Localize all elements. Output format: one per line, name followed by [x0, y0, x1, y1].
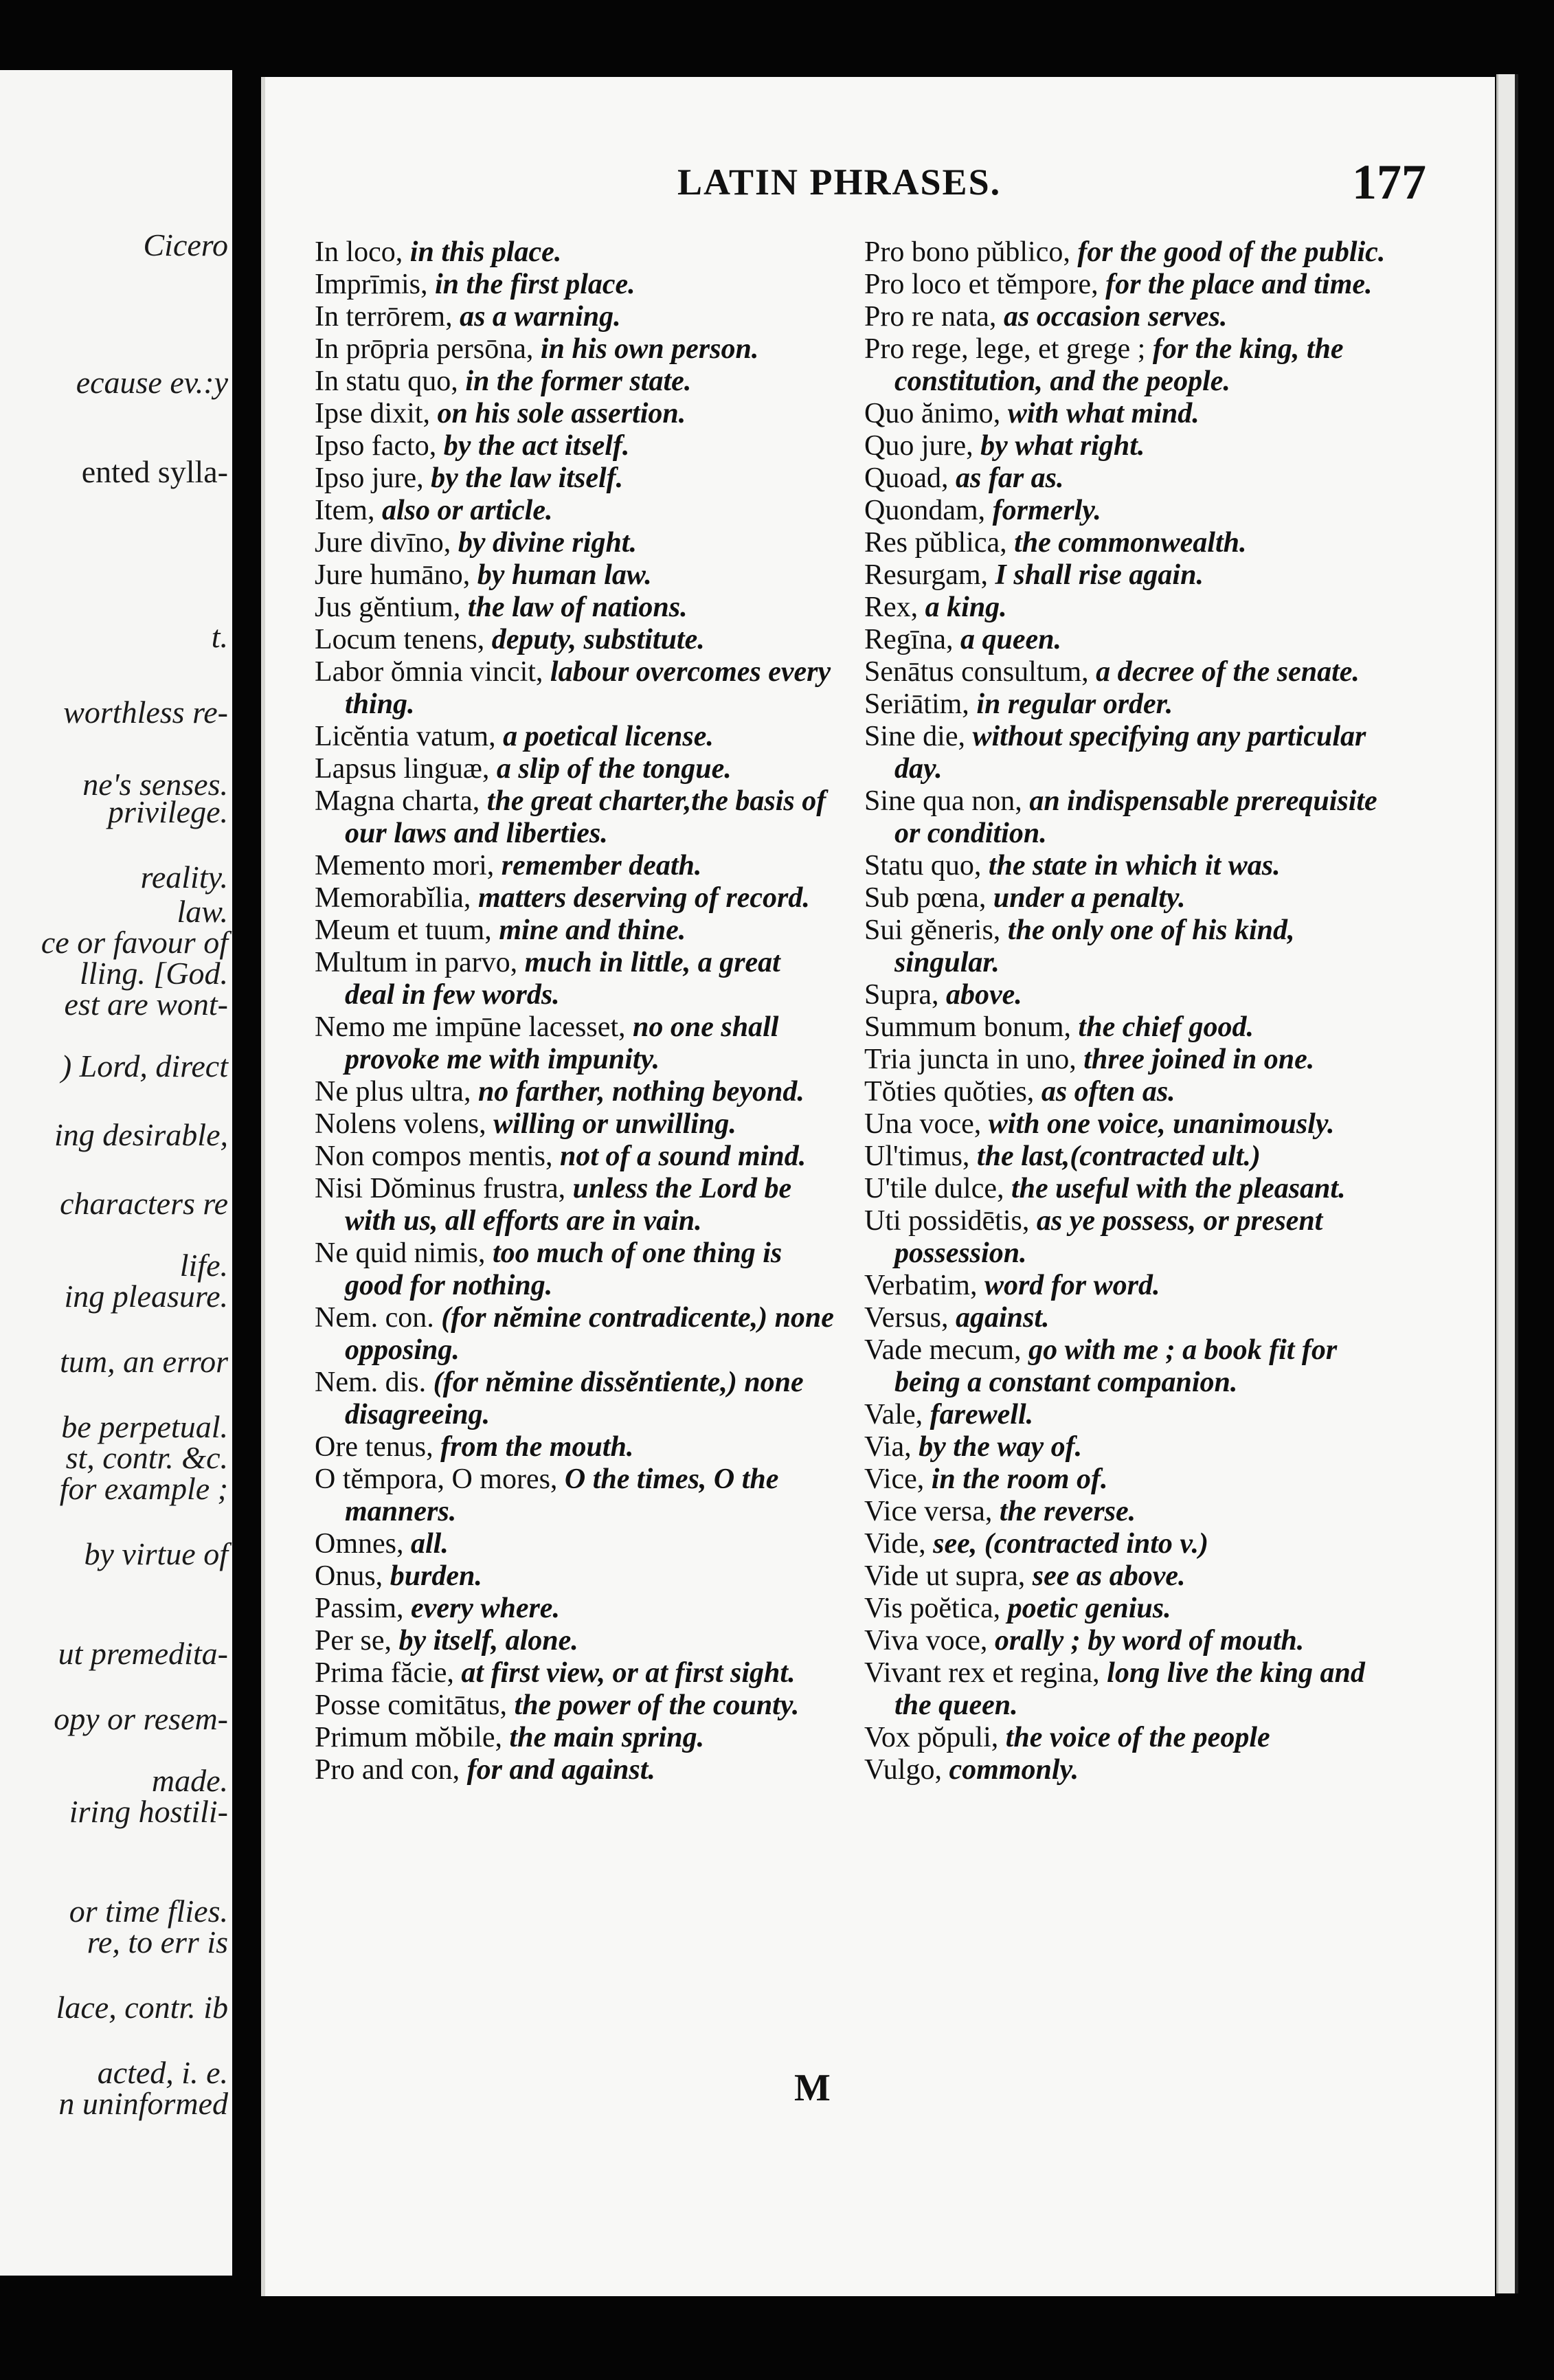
- phrase-entry: [864, 1173, 1386, 1205]
- phrase-definition: by what right.: [973, 430, 1145, 462]
- phrase-definition: for the good of the public.: [1070, 236, 1386, 268]
- phrase-entry: [864, 624, 1386, 656]
- phrase-definition: the voice of the people: [998, 1722, 1270, 1753]
- phrase-term: Vice versa,: [864, 1496, 993, 1527]
- phrase-entry: [315, 495, 837, 527]
- phrase-entry: [315, 882, 837, 914]
- facing-page-fragment: worthless re-: [63, 695, 228, 730]
- phrase-entry: [864, 1011, 1386, 1044]
- phrase-term: Primum mŏbile,: [315, 1722, 502, 1753]
- phrase-term: Pro and con,: [315, 1754, 460, 1786]
- phrase-term: Verbatim,: [864, 1270, 978, 1301]
- phrase-entry: [315, 1625, 837, 1657]
- facing-page: [0, 70, 232, 2276]
- phrase-entry: [315, 850, 837, 882]
- phrase-definition: in this place.: [403, 236, 562, 268]
- phrase-definition: orally ; by word of mouth.: [987, 1625, 1305, 1657]
- phrase-definition: in the room of.: [924, 1463, 1108, 1495]
- phrase-definition: as often as.: [1034, 1076, 1175, 1108]
- phrase-term: Nisi Dŏminus frustra,: [315, 1173, 566, 1204]
- phrase-entry: [315, 430, 837, 462]
- phrase-definition: the main spring.: [502, 1722, 705, 1753]
- facing-page-fragment: re, to err is: [87, 1924, 228, 1960]
- phrase-term: Jure humāno,: [315, 559, 471, 591]
- phrase-definition: a queen.: [953, 624, 1061, 655]
- facing-page-fragment: st, contr. &c.: [65, 1440, 228, 1475]
- phrase-definition: remember death.: [494, 850, 702, 882]
- phrase-definition: under a penalty.: [986, 882, 1186, 914]
- phrase-term: Ne quid nimis,: [315, 1237, 486, 1269]
- phrase-entry: [315, 398, 837, 430]
- phrase-entry: [315, 1689, 837, 1722]
- phrase-term: Versus,: [864, 1302, 949, 1334]
- facing-page-fragment: made.: [151, 1763, 228, 1798]
- phrase-term: Statu quo,: [864, 850, 982, 882]
- phrase-entry: [864, 850, 1386, 882]
- phrase-entry: [864, 1657, 1386, 1722]
- facing-page-fragment: lling. [God.: [80, 956, 228, 991]
- phrase-definition: as ye possess, or present possession.: [894, 1205, 1323, 1269]
- left-column: [315, 236, 837, 1786]
- facing-page-fragment: life.: [179, 1248, 228, 1283]
- phrase-term: Vade mecum,: [864, 1334, 1022, 1366]
- phrase-term: Locum tenens,: [315, 624, 485, 655]
- phrase-definition: (for nĕmine contradicente,) none opposing.: [345, 1302, 834, 1366]
- phrase-entry: [864, 269, 1386, 301]
- book-page: [261, 77, 1495, 2296]
- facing-page-fragment: ing desirable,: [54, 1117, 228, 1152]
- phrase-term: Pro rege, lege, et grege ;: [864, 333, 1146, 365]
- phrase-definition: see as above.: [1025, 1560, 1186, 1592]
- phrase-term: Item,: [315, 495, 375, 526]
- phrase-definition: the useful with the pleasant.: [1004, 1173, 1346, 1204]
- phrase-definition: the reverse.: [992, 1496, 1136, 1527]
- phrase-entry: [864, 979, 1386, 1011]
- phrase-term: Lapsus linguæ,: [315, 753, 490, 785]
- phrase-term: Jus gĕntium,: [315, 592, 461, 623]
- phrase-entry: [315, 624, 837, 656]
- phrase-definition: labour overcomes every thing.: [345, 656, 831, 720]
- phrase-entry: [315, 721, 837, 753]
- phrase-definition: poetic genius.: [1000, 1593, 1171, 1624]
- phrase-entry: [315, 785, 837, 850]
- phrase-term: U'tile dulce,: [864, 1173, 1004, 1204]
- phrase-definition: O the times, O the manners.: [345, 1463, 779, 1527]
- phrase-definition: every where.: [403, 1593, 560, 1624]
- facing-page-fragment: t.: [211, 619, 228, 654]
- phrase-term: Imprīmis,: [315, 269, 428, 300]
- phrase-term: Tria juncta in uno,: [864, 1044, 1077, 1075]
- phrase-term: Una voce,: [864, 1108, 982, 1140]
- phrase-term: In statu quo,: [315, 366, 458, 397]
- phrase-definition: all.: [403, 1528, 449, 1560]
- phrase-definition: unless the Lord be with us, all efforts are in vain.: [345, 1173, 792, 1237]
- phrase-entry: [864, 495, 1386, 527]
- facing-page-fragment: for example ;: [59, 1471, 228, 1506]
- phrase-term: Sui gĕneris,: [864, 914, 1001, 946]
- phrase-definition: farewell.: [923, 1399, 1034, 1430]
- phrase-entry: [315, 1528, 837, 1560]
- phrase-entry: [864, 1496, 1386, 1528]
- phrase-definition: as occasion serves.: [996, 301, 1228, 333]
- phrase-definition: see, (contracted into v.): [925, 1528, 1208, 1560]
- phrase-entry: [315, 1076, 837, 1108]
- phrase-entry: [864, 914, 1386, 979]
- phrase-entry: [864, 1463, 1386, 1496]
- facing-page-fragment: ut premedita-: [58, 1636, 228, 1671]
- phrase-term: Per se,: [315, 1625, 392, 1657]
- phrase-term: Vice,: [864, 1463, 925, 1495]
- phrase-entry: [315, 236, 837, 269]
- phrase-definition: the power of the county.: [507, 1689, 800, 1721]
- facing-page-fragment: opy or resem-: [54, 1701, 228, 1736]
- phrase-definition: a decree of the senate.: [1088, 656, 1360, 688]
- phrase-definition: no farther, nothing beyond.: [471, 1076, 804, 1108]
- phrase-term: Rex,: [864, 592, 919, 623]
- phrase-term: Ne plus ultra,: [315, 1076, 471, 1108]
- phrase-entry: [864, 1044, 1386, 1076]
- phrase-entry: [315, 1722, 837, 1754]
- phrase-entry: [315, 1367, 837, 1431]
- phrase-entry: [864, 1108, 1386, 1141]
- phrase-term: Vide,: [864, 1528, 926, 1560]
- phrase-definition: as far as.: [948, 462, 1064, 494]
- phrase-definition: an indispensable prerequisite or condition.: [894, 785, 1377, 849]
- facing-page-fragment: be perpetual.: [61, 1409, 228, 1444]
- phrase-definition: for the place and time.: [1098, 269, 1373, 300]
- phrase-definition: in his own person.: [533, 333, 759, 365]
- phrase-entry: [864, 1754, 1386, 1786]
- phrase-term: Viva voce,: [864, 1625, 988, 1657]
- phrase-definition: burden.: [383, 1560, 482, 1592]
- facing-page-fragment: reality.: [140, 860, 228, 895]
- phrase-definition: also or article.: [374, 495, 553, 526]
- phrase-term: Ipse dixit,: [315, 398, 430, 429]
- phrase-entry: [864, 785, 1386, 850]
- phrase-entry: [864, 398, 1386, 430]
- phrase-term: Quo ănimo,: [864, 398, 1001, 429]
- phrase-term: Jure divīno,: [315, 527, 451, 559]
- phrase-entry: [864, 1302, 1386, 1334]
- phrase-term: Sine die,: [864, 721, 965, 752]
- phrase-definition: in the former state.: [458, 366, 692, 397]
- facing-page-fragment: n uninformed: [58, 2086, 228, 2121]
- phrase-entry: [864, 1205, 1386, 1270]
- phrase-term: O tĕmpora, O mores,: [315, 1463, 558, 1495]
- phrase-entry: [864, 1625, 1386, 1657]
- phrase-entry: [864, 656, 1386, 688]
- phrase-entry: [315, 1463, 837, 1528]
- phrase-entry: [864, 721, 1386, 785]
- phrase-term: Memento mori,: [315, 850, 495, 882]
- phrase-definition: willing or unwilling.: [486, 1108, 736, 1140]
- phrase-definition: without specifying any particular day.: [894, 721, 1366, 785]
- phrase-term: Labor ŏmnia vincit,: [315, 656, 543, 688]
- phrase-term: In loco,: [315, 236, 403, 268]
- phrase-term: Licĕntia vatum,: [315, 721, 496, 752]
- phrase-definition: for the king, the constitution, and the people.: [894, 333, 1344, 397]
- phrase-term: Nem. dis.: [315, 1367, 427, 1398]
- phrase-entry: [315, 947, 837, 1011]
- phrase-term: Vivant rex et regina,: [864, 1657, 1100, 1689]
- facing-page-fragment: by virtue of: [84, 1536, 228, 1571]
- phrase-entry: [864, 882, 1386, 914]
- phrase-entry: [315, 1173, 837, 1237]
- phrase-term: Senātus consultum,: [864, 656, 1089, 688]
- phrase-term: Supra,: [864, 979, 939, 1011]
- phrase-term: Passim,: [315, 1593, 404, 1624]
- phrase-term: In prōpria persōna,: [315, 333, 534, 365]
- running-head: LATIN PHRASES.: [677, 161, 1002, 203]
- phrase-entry: [864, 1270, 1386, 1302]
- phrase-entry: [864, 333, 1386, 398]
- phrase-definition: the commonwealth.: [1006, 527, 1247, 559]
- phrase-term: Regīna,: [864, 624, 954, 655]
- phrase-term: Ipso facto,: [315, 430, 437, 462]
- phrase-definition: by itself, alone.: [391, 1625, 578, 1657]
- phrase-term: Memorabĭlia,: [315, 882, 471, 914]
- facing-page-fragment: ) Lord, direct: [60, 1048, 228, 1084]
- phrase-term: Sub pœna,: [864, 882, 987, 914]
- phrase-entry: [315, 914, 837, 947]
- phrase-entry: [864, 1431, 1386, 1463]
- phrase-entry: [864, 430, 1386, 462]
- phrase-definition: no one shall provoke me with impunity.: [345, 1011, 779, 1075]
- phrase-definition: the chief good.: [1071, 1011, 1254, 1043]
- phrase-term: Summum bonum,: [864, 1011, 1072, 1043]
- phrase-entry: [315, 1302, 837, 1367]
- page-edge: [1496, 74, 1518, 2293]
- phrase-entry: [864, 592, 1386, 624]
- facing-page-fragment: ne's senses.: [82, 767, 228, 802]
- phrase-term: Pro loco et tĕmpore,: [864, 269, 1099, 300]
- phrase-term: Nem. con.: [315, 1302, 434, 1334]
- phrase-definition: from the mouth.: [433, 1431, 634, 1463]
- phrase-definition: in regular order.: [969, 688, 1173, 720]
- phrase-entry: [315, 333, 837, 366]
- phrase-definition: the state in which it was.: [981, 850, 1281, 882]
- phrase-definition: a slip of the tongue.: [489, 753, 732, 785]
- phrase-term: Pro bono pŭblico,: [864, 236, 1070, 268]
- phrase-entry: [315, 366, 837, 398]
- phrase-definition: too much of one thing is good for nothing.: [345, 1237, 782, 1301]
- phrase-entry: [864, 462, 1386, 495]
- facing-page-fragment: law.: [177, 894, 228, 929]
- phrase-definition: on his sole assertion.: [429, 398, 686, 429]
- facing-page-fragment: Cicero: [143, 227, 228, 262]
- facing-page-fragment: acted, i. e.: [97, 2055, 228, 2090]
- phrase-definition: long live the king and the queen.: [894, 1657, 1365, 1721]
- phrase-term: Sine qua non,: [864, 785, 1022, 817]
- phrase-entry: [315, 592, 837, 624]
- phrase-entry: [315, 301, 837, 333]
- phrase-term: Nolens volens,: [315, 1108, 486, 1140]
- phrase-definition: the last,(contracted ult.): [969, 1141, 1261, 1172]
- phrase-definition: with one voice, unanimously.: [981, 1108, 1335, 1140]
- phrase-definition: by the way of.: [911, 1431, 1083, 1463]
- phrase-entry: [315, 1108, 837, 1141]
- phrase-entry: [864, 301, 1386, 333]
- phrase-definition: three joined in one.: [1076, 1044, 1315, 1075]
- phrase-term: Onus,: [315, 1560, 383, 1592]
- phrase-entry: [315, 656, 837, 721]
- facing-page-fragment: ing pleasure.: [64, 1279, 228, 1314]
- phrase-term: Ul'timus,: [864, 1141, 970, 1172]
- phrase-definition: by human law.: [470, 559, 652, 591]
- phrase-term: Quo jure,: [864, 430, 973, 462]
- phrase-definition: go with me ; a book fit for being a constant companion.: [894, 1334, 1338, 1398]
- phrase-entry: [315, 753, 837, 785]
- phrase-term: Non compos mentis,: [315, 1141, 553, 1172]
- phrase-term: In terrōrem,: [315, 301, 453, 333]
- phrase-entry: [864, 688, 1386, 721]
- phrase-term: Quondam,: [864, 495, 986, 526]
- phrase-definition: commonly.: [941, 1754, 1079, 1786]
- facing-page-fragment: privilege.: [108, 794, 228, 829]
- facing-page-fragment: or time flies.: [69, 1894, 228, 1929]
- facing-page-fragment: tum, an error: [60, 1344, 228, 1379]
- phrase-entry: [315, 462, 837, 495]
- facing-page-fragment: ented sylla-: [81, 454, 228, 489]
- facing-page-fragment: iring hostili-: [69, 1794, 228, 1829]
- phrase-term: Omnes,: [315, 1528, 404, 1560]
- phrase-entry: [315, 1011, 837, 1076]
- phrase-entry: [315, 1431, 837, 1463]
- phrase-entry: [315, 1141, 837, 1173]
- phrase-term: Uti possidētis,: [864, 1205, 1030, 1237]
- phrase-term: Vox pŏpuli,: [864, 1722, 999, 1753]
- phrase-definition: not of a sound mind.: [552, 1141, 807, 1172]
- phrase-term: Prima făcie,: [315, 1657, 454, 1689]
- phrase-definition: deputy, substitute.: [484, 624, 705, 655]
- phrase-term: Ore tenus,: [315, 1431, 433, 1463]
- phrase-definition: a king.: [918, 592, 1007, 623]
- phrase-definition: the great charter,the basis of our laws and liberties.: [345, 785, 826, 849]
- right-column: [864, 236, 1386, 1786]
- phrase-entry: [315, 527, 837, 559]
- phrase-entry: [864, 1076, 1386, 1108]
- phrase-entry: [864, 1141, 1386, 1173]
- phrase-term: Tŏties quŏties,: [864, 1076, 1035, 1108]
- phrase-entry: [864, 1722, 1386, 1754]
- phrase-definition: for and against.: [460, 1754, 655, 1786]
- phrase-term: Vis poĕtica,: [864, 1593, 1001, 1624]
- phrase-term: Posse comitātus,: [315, 1689, 507, 1721]
- phrase-entry: [864, 1334, 1386, 1399]
- phrase-term: Multum in parvo,: [315, 947, 518, 978]
- phrase-term: Quoad,: [864, 462, 949, 494]
- phrase-term: Vulgo,: [864, 1754, 942, 1786]
- phrase-entry: [315, 1237, 837, 1302]
- phrase-definition: as a warning.: [452, 301, 621, 333]
- phrase-definition: by divine right.: [451, 527, 637, 559]
- facing-page-fragment: lace, contr. ib: [56, 1990, 228, 2025]
- phrase-entry: [315, 269, 837, 301]
- phrase-term: Resurgam,: [864, 559, 989, 591]
- phrase-definition: mine and thine.: [491, 914, 686, 946]
- phrase-entry: [315, 1593, 837, 1625]
- phrase-entry: [315, 559, 837, 592]
- phrase-definition: I shall rise again.: [988, 559, 1204, 591]
- phrase-definition: with what mind.: [1000, 398, 1200, 429]
- phrase-definition: the law of nations.: [460, 592, 688, 623]
- phrase-entry: [315, 1754, 837, 1786]
- phrase-term: Via,: [864, 1431, 912, 1463]
- phrase-definition: (for nĕmine dissĕntiente,) none disagreeing.: [345, 1367, 804, 1430]
- facing-page-fragment: characters re: [60, 1186, 228, 1221]
- phrase-entry: [864, 1560, 1386, 1593]
- phrase-definition: above.: [938, 979, 1022, 1011]
- phrase-entry: [864, 527, 1386, 559]
- phrase-entry: [864, 559, 1386, 592]
- phrase-definition: formerly.: [985, 495, 1101, 526]
- phrase-term: Meum et tuum,: [315, 914, 492, 946]
- phrase-term: Vale,: [864, 1399, 923, 1430]
- signature-mark: M: [794, 2067, 831, 2109]
- phrase-term: Nemo me impūne lacesset,: [315, 1011, 626, 1043]
- phrase-definition: at first view, or at first sight.: [453, 1657, 796, 1689]
- phrase-term: Seriātim,: [864, 688, 969, 720]
- page-number: 177: [1352, 155, 1426, 210]
- facing-page-fragment: ce or favour of: [41, 925, 228, 960]
- facing-page-fragment: ecause ev.:y: [76, 365, 228, 400]
- phrase-term: Magna charta,: [315, 785, 480, 817]
- phrase-definition: by the law itself.: [423, 462, 624, 494]
- phrase-term: Ipso jure,: [315, 462, 424, 494]
- phrase-entry: [864, 1593, 1386, 1625]
- phrase-definition: a poetical license.: [495, 721, 714, 752]
- facing-page-fragment: est are wont-: [64, 987, 228, 1022]
- phrase-term: Res pŭblica,: [864, 527, 1007, 559]
- phrase-definition: the only one of his kind, singular.: [894, 914, 1295, 978]
- phrase-term: Vide ut supra,: [864, 1560, 1026, 1592]
- phrase-entry: [864, 236, 1386, 269]
- phrase-entry: [315, 1560, 837, 1593]
- phrase-entry: [864, 1528, 1386, 1560]
- phrase-entry: [864, 1399, 1386, 1431]
- phrase-definition: much in little, a great deal in few words.: [345, 947, 780, 1011]
- phrase-entry: [315, 1657, 837, 1689]
- phrase-definition: by the act itself.: [436, 430, 630, 462]
- phrase-term: Pro re nata,: [864, 301, 997, 333]
- phrase-definition: matters deserving of record.: [471, 882, 810, 914]
- phrase-definition: in the first place.: [427, 269, 635, 300]
- phrase-definition: against.: [948, 1302, 1050, 1334]
- phrase-definition: word for word.: [977, 1270, 1160, 1301]
